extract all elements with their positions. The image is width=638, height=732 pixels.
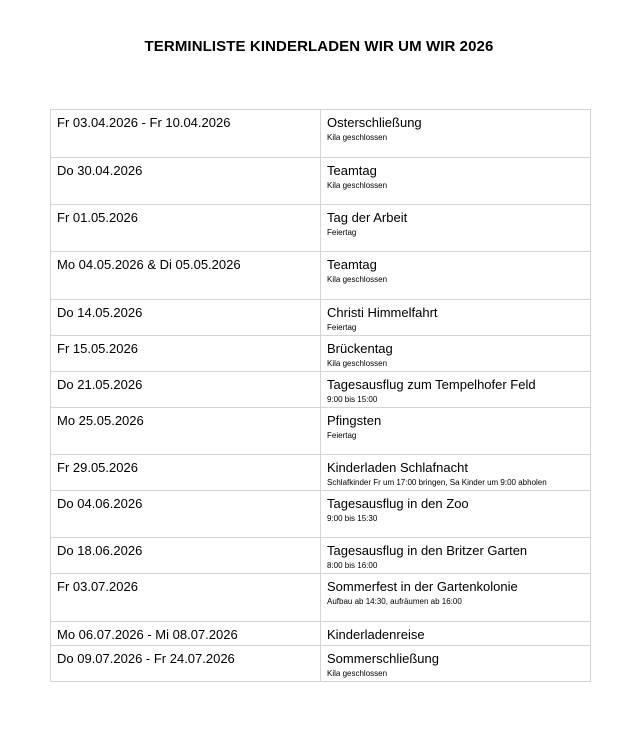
event-note: 9:00 bis 15:00 (327, 395, 378, 404)
event-title: Sommerschließung (327, 651, 439, 666)
table-row (51, 336, 591, 372)
event-cell (321, 205, 591, 252)
date-text: Mo 06.07.2026 - Mi 08.07.2026 (57, 627, 238, 642)
event-note: 9:00 bis 15:30 (327, 514, 378, 523)
event-note: Kila geschlossen (327, 133, 388, 142)
event-cell (321, 252, 591, 300)
table-row (51, 574, 591, 622)
table-row (51, 538, 591, 574)
event-note: Kila geschlossen (327, 669, 388, 678)
date-cell (51, 455, 321, 491)
event-title: Tagesausflug zum Tempelhofer Feld (327, 377, 536, 392)
event-title: Teamtag (327, 163, 377, 178)
table-row (51, 252, 591, 300)
table-row (51, 646, 591, 682)
event-note: Feiertag (327, 323, 357, 332)
event-cell (321, 574, 591, 622)
table-row (51, 372, 591, 408)
table-row (51, 300, 591, 336)
event-title: Sommerfest in der Gartenkolonie (327, 579, 518, 594)
date-cell (51, 205, 321, 252)
event-cell (321, 455, 591, 491)
event-title: Tag der Arbeit (327, 210, 408, 225)
event-note: Kila geschlossen (327, 359, 388, 368)
table-row (51, 158, 591, 205)
date-cell (51, 491, 321, 538)
event-note: Kila geschlossen (327, 181, 388, 190)
table-row (51, 408, 591, 455)
date-text: Do 30.04.2026 (57, 163, 143, 178)
event-title: Teamtag (327, 257, 377, 272)
date-cell (51, 252, 321, 300)
event-note: 8:00 bis 16:00 (327, 561, 378, 570)
date-text: Mo 25.05.2026 (57, 413, 144, 428)
date-cell (51, 646, 321, 682)
date-text: Do 21.05.2026 (57, 377, 143, 392)
event-title: Kinderladenreise (327, 627, 425, 642)
event-title: Tagesausflug in den Zoo (327, 496, 469, 511)
event-note: Feiertag (327, 228, 357, 237)
date-text: Fr 01.05.2026 (57, 210, 138, 225)
date-text: Fr 03.07.2026 (57, 579, 138, 594)
table-row (51, 205, 591, 252)
event-note: Schlafkinder Fr um 17:00 bringen, Sa Kinder um 9:00 abholen (327, 478, 547, 487)
table-row (51, 491, 591, 538)
date-cell (51, 158, 321, 205)
date-cell (51, 110, 321, 158)
event-cell (321, 538, 591, 574)
date-text: Do 14.05.2026 (57, 305, 143, 320)
date-text: Fr 15.05.2026 (57, 341, 138, 356)
date-text: Do 18.06.2026 (57, 543, 143, 558)
table-row (51, 110, 591, 158)
event-title: Kinderladen Schlafnacht (327, 460, 468, 475)
event-title: Tagesausflug in den Britzer Garten (327, 543, 528, 558)
date-text: Do 09.07.2026 - Fr 24.07.2026 (57, 651, 235, 666)
event-cell (321, 622, 591, 646)
date-text: Do 04.06.2026 (57, 496, 143, 511)
date-cell (51, 372, 321, 408)
document-title: TERMINLISTE KINDERLADEN WIR UM WIR 2026 (144, 38, 494, 55)
schedule-table (50, 109, 591, 682)
event-cell (321, 372, 591, 408)
event-note: Feiertag (327, 431, 357, 440)
date-cell (51, 622, 321, 646)
date-cell (51, 300, 321, 336)
table-row (51, 622, 591, 646)
date-cell (51, 408, 321, 455)
event-title: Christi Himmelfahrt (327, 305, 438, 320)
event-cell (321, 300, 591, 336)
event-note: Kila geschlossen (327, 275, 388, 284)
date-cell (51, 336, 321, 372)
date-cell (51, 574, 321, 622)
event-title: Brückentag (327, 341, 393, 356)
event-title: Pfingsten (327, 413, 382, 428)
event-cell (321, 110, 591, 158)
event-cell (321, 646, 591, 682)
event-title: Osterschließung (327, 115, 422, 130)
event-cell (321, 408, 591, 455)
date-cell (51, 538, 321, 574)
date-text: Fr 03.04.2026 - Fr 10.04.2026 (57, 115, 231, 130)
table-row (51, 455, 591, 491)
event-cell (321, 336, 591, 372)
event-note: Aufbau ab 14:30, aufräumen ab 16:00 (327, 597, 462, 606)
event-cell (321, 491, 591, 538)
date-text: Mo 04.05.2026 & Di 05.05.2026 (57, 257, 241, 272)
event-cell (321, 158, 591, 205)
date-text: Fr 29.05.2026 (57, 460, 138, 475)
